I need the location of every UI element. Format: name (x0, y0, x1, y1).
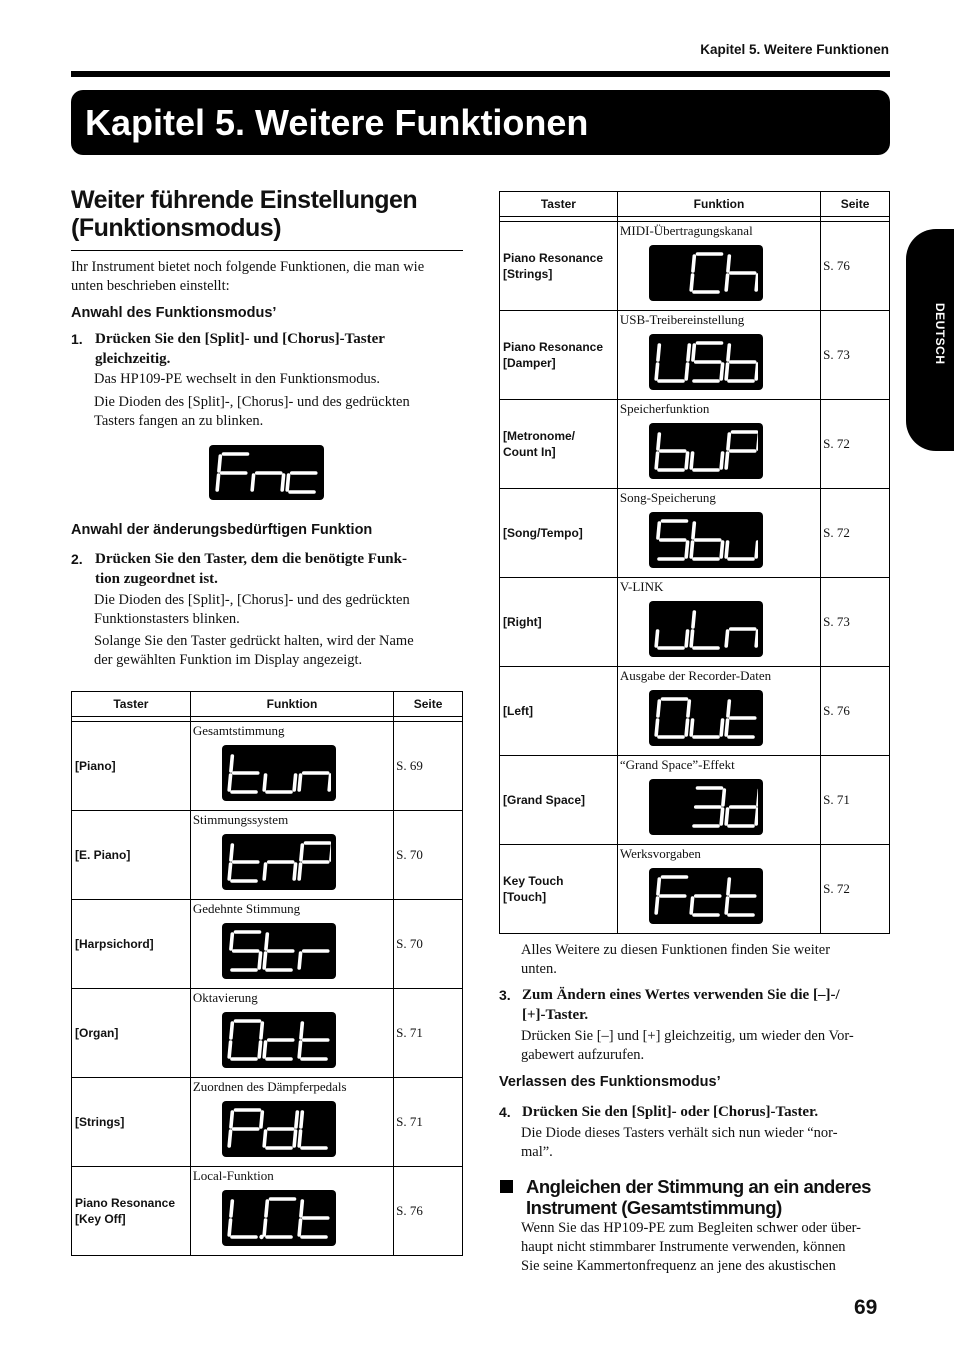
segment (686, 720, 687, 735)
segment (229, 864, 230, 879)
seven-segment-display (222, 1190, 336, 1246)
subsection-title: Angleichen der Stimmung an ein anderes Instrument (Gesamtstimmung) (526, 1176, 871, 1218)
step-number: 3. (499, 987, 511, 1003)
table-row (500, 400, 890, 489)
segment (726, 631, 727, 646)
segment (656, 720, 657, 735)
segment (252, 475, 253, 490)
subheading-select-mode: Anwahl des Funktionsmodus’ (71, 305, 277, 321)
segment (294, 775, 295, 790)
subheading-select-function: Anwahl der änderungsbedürftigen Funktion (71, 522, 373, 538)
seven-segment-display (222, 1101, 336, 1157)
segment (229, 1220, 230, 1235)
page-cell: S. 70 (394, 900, 463, 989)
segment (686, 453, 687, 468)
segment (217, 475, 218, 490)
table-header-row (500, 192, 890, 217)
page-cell: S. 76 (394, 1167, 463, 1256)
function-cell: Stimmungssystem (190, 811, 393, 900)
segment (656, 364, 657, 379)
segment (691, 275, 692, 290)
step-1-detail: Die Dioden des [Split]-, [Chorus]- und des gedrückten Tasters fangen an zu blinken. (94, 394, 410, 429)
segment (301, 1112, 302, 1127)
segment (231, 1201, 232, 1216)
segment (756, 631, 757, 646)
function-cell: Werksvorgaben (617, 845, 820, 934)
chapter-title: Kapitel 5. Weitere Funktionen (71, 90, 890, 155)
display-fnc (209, 445, 324, 500)
function-cell: Gesamtstimmung (190, 722, 393, 811)
table-row (72, 900, 463, 989)
segment (231, 1023, 232, 1038)
table-row (500, 311, 890, 400)
segment (693, 523, 694, 538)
segment (691, 453, 692, 468)
function-cell: “Grand Space”-Effekt (617, 756, 820, 845)
segment (658, 879, 659, 894)
function-cell: Local-Funktion (190, 1167, 393, 1256)
running-header: Kapitel 5. Weitere Funktionen (700, 42, 889, 57)
step-4-note: Die Diode dieses Tasters verhält sich nun wieder “nor- mal”. (521, 1125, 838, 1160)
button-cell: Piano Resonance [Key Off] (72, 1167, 191, 1256)
table-row (72, 989, 463, 1078)
segment (721, 542, 722, 557)
segment (299, 1042, 300, 1057)
header-function: Funktion (190, 692, 393, 717)
button-cell: Key Touch [Touch] (500, 845, 618, 934)
language-tab-label: DEUTSCH (933, 303, 947, 365)
segment (693, 256, 694, 271)
button-cell: [Left] (500, 667, 618, 756)
function-cell: MIDI-Übertragungskanal (617, 222, 820, 311)
function-cell: Speicherfunktion (617, 400, 820, 489)
segment (756, 809, 757, 824)
segment (693, 612, 694, 627)
segment (296, 1112, 297, 1127)
table-row (500, 845, 890, 934)
segment (726, 720, 727, 735)
page-number: 69 (854, 1296, 878, 1319)
step-3-note: Drücken Sie [–] und [+] gleichzeitig, um wieder den Vor- gabewert aufzurufen. (521, 1028, 854, 1063)
segment (329, 775, 330, 790)
segment (218, 456, 219, 471)
table-row (500, 222, 890, 311)
header-page: Seite (394, 692, 463, 717)
segment (686, 631, 687, 646)
segment (656, 453, 657, 468)
segment (264, 1220, 265, 1235)
segment (299, 1131, 300, 1146)
header-button: Taster (72, 692, 191, 717)
segment (264, 1131, 265, 1146)
segment (658, 523, 659, 538)
function-cell: Gedehnte Stimmung (190, 900, 393, 989)
segment (688, 701, 689, 716)
segment (721, 809, 722, 824)
page-cell: S. 73 (821, 578, 890, 667)
segment (261, 1112, 262, 1127)
segment (266, 1201, 267, 1216)
seven-segment-display (222, 923, 336, 979)
header-page: Seite (821, 192, 890, 217)
segment (259, 953, 260, 968)
function-cell: V-LINK (617, 578, 820, 667)
segment (728, 879, 729, 894)
segment (693, 345, 694, 360)
segment (726, 898, 727, 913)
segment (726, 809, 727, 824)
header-button: Taster (500, 192, 618, 217)
subheading-exit-mode: Verlassen des Funktionsmodus’ (499, 1074, 721, 1090)
segment (294, 864, 295, 879)
function-table-left (71, 691, 463, 1256)
seven-segment-display (649, 868, 763, 924)
function-cell: Oktavierung (190, 989, 393, 1078)
segment (259, 1042, 260, 1057)
step-number: 2. (71, 551, 83, 567)
page-cell: S. 76 (821, 222, 890, 311)
segment (728, 256, 729, 271)
segment (728, 345, 729, 360)
segment (656, 898, 657, 913)
button-cell: [Harpsichord] (72, 900, 191, 989)
header-function: Funktion (617, 192, 820, 217)
segment (658, 701, 659, 716)
page-cell: S. 72 (821, 400, 890, 489)
segment (301, 1023, 302, 1038)
segment (231, 756, 232, 771)
function-cell: USB-Treibereinstellung (617, 311, 820, 400)
table-row (72, 722, 463, 811)
seven-segment-display (649, 779, 763, 835)
segment (264, 953, 265, 968)
intro-text: Ihr Instrument bietet noch folgende Funktionen, die man wie unten beschrieben einstellt: (71, 259, 425, 294)
step-3-text: Zum Ändern eines Wertes verwenden Sie die [–]-/ [+]-Taster. (522, 987, 840, 1023)
table-row (500, 667, 890, 756)
function-table-right (499, 191, 890, 934)
step-2-text: Drücken Sie den Taster, dem die benötigte Funk- tion zugeordnet ist. (95, 551, 407, 587)
after-table-text: Alles Weitere zu diesen Funktionen finden Sie weiter unten. (521, 942, 831, 977)
segment (299, 775, 300, 790)
section-title: Weiter führende Einstellungen (Funktionsmodus) (71, 186, 418, 242)
seven-segment-display (649, 601, 763, 657)
segment (726, 453, 727, 468)
table-row (72, 1167, 463, 1256)
segment (721, 453, 722, 468)
table-row (500, 578, 890, 667)
segment (726, 542, 727, 557)
segment (287, 475, 288, 490)
segment (299, 864, 300, 879)
subsection-text: Wenn Sie das HP109-PE zum Begleiten schwer oder über- haupt nicht stimmbarer Instrumente verwenden, können Sie seine Kammertonfrequenz an jene des akustischen (521, 1220, 862, 1274)
button-cell: Piano Resonance [Strings] (500, 222, 618, 311)
segment (691, 720, 692, 735)
page-cell: S. 70 (394, 811, 463, 900)
segment (691, 631, 692, 646)
seven-segment-display (222, 1012, 336, 1068)
segment (229, 775, 230, 790)
segment (294, 1131, 295, 1146)
button-cell: [E. Piano] (72, 811, 191, 900)
segment (299, 1220, 300, 1235)
step-number: 1. (71, 331, 83, 347)
segment (686, 364, 687, 379)
header-rule (71, 71, 890, 77)
button-cell: [Strings] (72, 1078, 191, 1167)
segment (721, 720, 722, 735)
button-cell: [Organ] (72, 989, 191, 1078)
segment (301, 1201, 302, 1216)
page-cell: S. 71 (394, 989, 463, 1078)
seven-segment-display (649, 690, 763, 746)
table-row (500, 489, 890, 578)
segment (756, 542, 757, 557)
segment (299, 953, 300, 968)
button-cell: [Right] (500, 578, 618, 667)
step-1-note: Das HP109-PE wechselt in den Funktionsmodus. (94, 371, 380, 387)
bullet-square (500, 1180, 513, 1193)
seven-segment-display (649, 334, 763, 390)
table-header-row (72, 692, 463, 717)
seven-segment-display (649, 245, 763, 301)
function-cell: Song-Speicherung (617, 489, 820, 578)
segment (264, 864, 265, 879)
segment (301, 845, 302, 860)
table-row (500, 756, 890, 845)
segment (726, 275, 727, 290)
seven-segment-display (222, 745, 336, 801)
segment (726, 364, 727, 379)
segment (264, 775, 265, 790)
seven-segment-display (649, 423, 763, 479)
button-cell: [Grand Space] (500, 756, 618, 845)
segment (658, 434, 659, 449)
segment (686, 542, 687, 557)
step-number: 4. (499, 1104, 511, 1120)
step-4-text: Drücken Sie den [Split]- oder [Chorus]-Taster. (522, 1104, 819, 1120)
segment (756, 275, 757, 290)
page-cell: S. 71 (821, 756, 890, 845)
segment (229, 1131, 230, 1146)
step-1-text: Drücken Sie den [Split]- und [Chorus]-Taster gleichzeitig. (95, 331, 385, 367)
page-cell: S. 72 (821, 489, 890, 578)
segment (691, 898, 692, 913)
segment (231, 934, 232, 949)
step-2-detail: Solange Sie den Taster gedrückt halten, wird der Name der gewählten Funktion im Display angezeigt. (94, 633, 414, 668)
segment (261, 1023, 262, 1038)
segment (756, 364, 757, 379)
button-cell: [Metronome/ Count In] (500, 400, 618, 489)
segment (721, 364, 722, 379)
button-cell: [Song/Tempo] (500, 489, 618, 578)
page-cell: S. 71 (394, 1078, 463, 1167)
page-cell: S. 69 (394, 722, 463, 811)
segment (264, 1042, 265, 1057)
segment (231, 1112, 232, 1127)
seven-segment-display (222, 834, 336, 890)
step-2-note: Die Dioden des [Split]-, [Chorus]- und des gedrückten Funktionstasters blinken. (94, 592, 410, 627)
segment (723, 790, 724, 805)
section-rule (71, 250, 463, 251)
table-row (72, 1078, 463, 1167)
segment (266, 934, 267, 949)
segment (688, 345, 689, 360)
segment (656, 631, 657, 646)
seven-segment-display (649, 512, 763, 568)
segment (231, 845, 232, 860)
page-cell: S. 76 (821, 667, 890, 756)
button-cell: Piano Resonance [Damper] (500, 311, 618, 400)
function-cell: Ausgabe der Recorder-Daten (617, 667, 820, 756)
page-cell: S. 73 (821, 311, 890, 400)
segment (691, 542, 692, 557)
segment (229, 1042, 230, 1057)
button-cell: [Piano] (72, 722, 191, 811)
page-cell: S. 72 (821, 845, 890, 934)
segment (728, 701, 729, 716)
table-row (72, 811, 463, 900)
function-cell: Zuordnen des Dämpferpedals (190, 1078, 393, 1167)
segment (658, 345, 659, 360)
segment (282, 475, 283, 490)
segment (728, 434, 729, 449)
